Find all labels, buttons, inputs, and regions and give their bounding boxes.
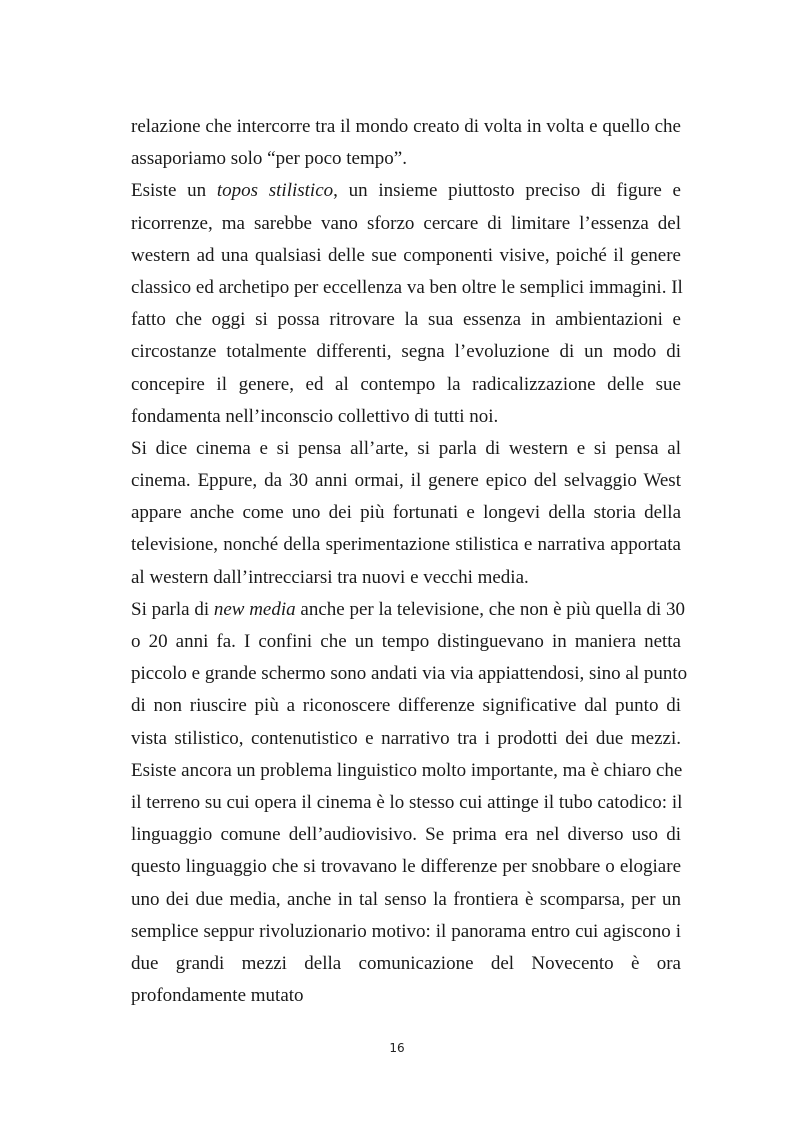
italic-term: new media [213,598,296,620]
text-line: vista stilistico, contenutistico e narrativo tra i prodotti dei due mezzi. [131,727,681,749]
text-line: di non riuscire più a riconoscere differenze significative dal punto di [131,695,681,717]
text-line: fatto che oggi si possa ritrovare la sua essenza in ambientazioni e [131,309,681,331]
text-line [131,594,686,626]
paragraph [131,175,681,433]
text-line: uno dei due media, anche in tal senso la frontiera è scomparsa, per un [131,888,681,910]
text-line: concepire il genere, ed al contempo la radicalizzazione delle sue [131,373,681,395]
text-line: il terreno su cui opera il cinema è lo stesso cui attinge il tubo catodico: il [131,791,683,813]
text-line: western ad una qualsiasi delle sue componenti visive, poiché il genere [131,244,681,266]
text-line: televisione, nonché della sperimentazione stilistica e narrativa apportata [131,534,681,556]
text-line: o 20 anni fa. I confini che un tempo distinguevano in maniera netta [131,631,681,652]
text-line: classico ed archetipo per eccellenza va ben oltre le semplici immagini. Il [131,276,683,298]
text-line: ricorrenze, ma sarebbe vano sforzo cercare di limitare l’essenza del [131,212,681,234]
body-text [131,111,688,1012]
text-line: cinema. Eppure, da 30 anni ormai, il genere epico del selvaggio West [131,470,681,492]
text-line: linguaggio comune dell’audiovisivo. Se prima era nel diverso uso di [131,824,681,846]
text-line [131,175,681,207]
text-line: due grandi mezzi della comunicazione del Novecento è ora [131,952,681,974]
text-line: al western dall’intrecciarsi tra nuovi e vecchi media. [131,566,529,588]
text-line: semplice seppur rivoluzionario motivo: il panorama entro cui agiscono i [131,920,681,942]
text-line: questo linguaggio che si trovavano le differenze per snobbare o elogiare [131,856,681,878]
paragraph [131,111,681,175]
line-text: , un insieme piuttosto preciso di figure e [333,180,681,202]
paragraph [131,594,688,1012]
text-line: assaporiamo solo “per poco tempo”. [131,148,407,170]
line-text: Si parla di [131,598,214,620]
text-line: circostanze totalmente differenti, segna l’evoluzione di un modo di [131,341,681,363]
text-line: appare anche come uno dei più fortunati e longevi della storia della [131,502,681,524]
text-line: profondamente mutato [131,985,304,1007]
text-line: piccolo e grande schermo sono andati via via appiattendosi, sino al punto [131,663,688,685]
text-line: Esiste ancora un problema linguistico molto importante, ma è chiaro che [131,759,683,781]
text-line: fondamenta nell’inconscio collettivo di tutti noi. [131,405,499,427]
page-number: 16 [389,1041,405,1055]
italic-term: topos stilistico [216,180,334,202]
text-line: Si dice cinema e si pensa all’arte, si parla di western e si pensa al [131,437,681,459]
line-text: Esiste un [131,180,217,202]
paragraph [131,433,681,594]
line-text: anche per la televisione, che non è più quella di 30 [295,598,686,620]
text-line: relazione che intercorre tra il mondo creato di volta in volta e quello che [131,116,681,137]
